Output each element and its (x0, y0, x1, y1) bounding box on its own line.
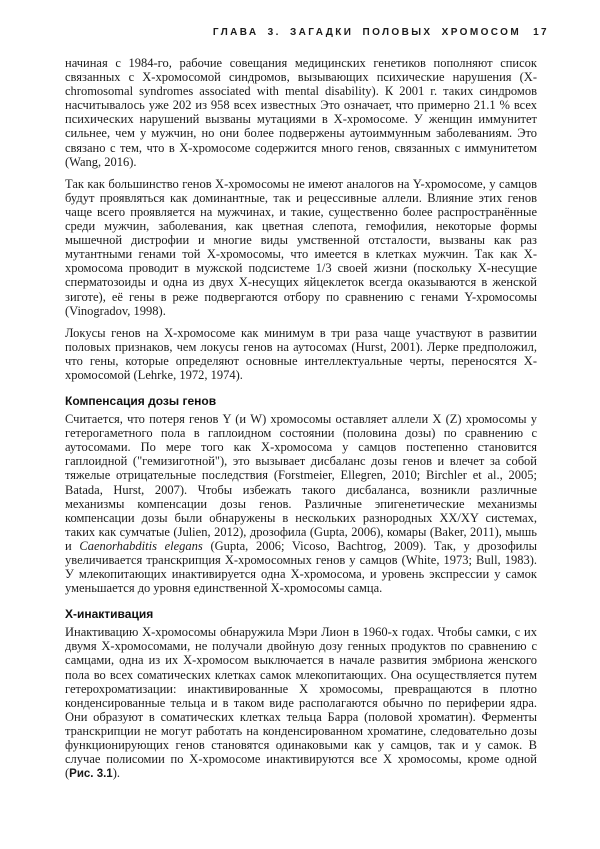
page-number: 17 (533, 27, 549, 38)
heading-dose-compensation: Компенсация дозы генов (65, 394, 217, 409)
figure-reference-bold: Рис. 3.1 (69, 768, 113, 781)
dose-compensation-text-2: (Gupta, 2006; Vicoso, Bachtrog, 2009). Так, у дрозофилы увеличивается транскрипция Х-хромосомных генов у самцов (White, 1973; Bull, 1983). У млекопитающих инактивируется одна Х-хромосома, и уровень экспрессии у самок уменьшается до уровня единственной Х-хромосомы самца. (65, 538, 537, 596)
x-inactivation-text-1: Инактивацию Х-хромосомы обнаружила Мэри Лион в 1960-х годах. Чтобы самки, с их двумя Х-хромосомами, не получали двойную дозу генных продуктов по сравнению с самцами, одна из их Х-хромосом выключается в начале развития эмбриона женского пола во всех соматических клетках самок млекопитающих. Она осуществляется путем гетерохроматизации: инактивированные Х хромосомы, превращаются в плотно конденсированные тельца и в таком виде располагаются обычно по периферии ядра. Они образуют в соматических клетках тельца Барра (половой хроматин). Ферменты транскрипции не могут работать на конденсированном хроматине, следовательно дозы функционирующих генов становятся одинаковыми как у самцов, так и у самок. В случае полисомии по Х-хромосоме инактивируются все Х хромосомы, кроме одной ( (65, 625, 537, 781)
paragraph-x-gene-effects: Так как большинство генов Х-хромосомы не имеют аналогов на Y-хромосоме, у самцов будут проявляться как доминантные, так и рецессивные аллели. Влияние этих генов чаще всего проявляется на мужчинах, и такие, существенно более распространённые среди мужчин, заболевания, как цветная слепота, гемофилия, некоторые формы мышечной дистрофии и многие виды умственной отсталости, вызваны как раз мутантными генами той Х-хромосомы, что имеется в клетках мужчин. Так как Х-хромосома проводит в мужской подсистеме 1/3 своей жизни (поскольку Х-несущие сперматозоиды и одна из двух Х-несущих яйцеклеток всегда оказываются в женской зиготе), её гены в реже подвергаются отбору по сравнению с генами Y-хромосомы (Vinogradov, 1998). (65, 176, 537, 318)
paragraph-dose-compensation (65, 412, 537, 595)
heading-x-inactivation: Х-инактивация (65, 607, 154, 622)
paragraph-intro-syndromes: начиная с 1984-го, рабочие совещания медицинских генетиков пополняют список связанных с Х-хромосомой синдромов, вызывающих психические нарушения (X-chromosomal syndromes associated with mental disability). К 2001 г. таких синдромов насчитывалось уже 202 из 958 всех известных Это означает, что примерно 21.1 % всех психических нарушений вызваны мутациями в Х-хромосоме. У женщин иммунитет сильнее, чем у мужчин, но они более подвержены аутоиммунным заболеваниям. Это связано с тем, что в Х-хромосоме содержится много генов, связанных с иммунитетом (Wang, 2016). (65, 56, 537, 169)
paragraph-x-inactivation (65, 625, 537, 781)
running-header (65, 27, 549, 38)
paragraph-gene-loci: Локусы генов на Х-хромосоме как минимум в три раза чаще участвуют в развитии половых признаков, чем локусы генов на аутосомах (Hurst, 2001). Лерке предположил, что гены, которые определяют основные интеллектуальные черты, переносятся Х-хромосомой (Lehrke, 1972, 1974). (65, 325, 537, 382)
chapter-title: ГЛАВА 3. ЗАГАДКИ ПОЛОВЫХ ХРОМОСОМ (212, 27, 522, 38)
species-name-italic: Caenorhabditis elegans (79, 538, 203, 553)
x-inactivation-text-2: ). (112, 766, 120, 781)
page-content (65, 56, 537, 789)
dose-compensation-text-1: Считается, что потеря генов Y (и W) хромосомы оставляет аллели X (Z) хромосомы у гетерогаметного пола в гаплоидном состоянии (половина дозы) по сравнению с аутосомами. По мере того как Х-хромосома у самцов постепенно становится гаплоидной ("гемизиготной"), это вызывает дисбаланс дозы генов и влечет за собой тяжелые отрицательные последствия (Forstmeier, Ellegren, 2010; Birchler et al., 2005; Batada, Hurst, 2007). Чтобы избежать такого дисбаланса, возникли различные механизмы компенсации дозы генов. Различные эпигенетические механизмы компенсации дозы были обнаружены в нескольких разнородных XX/XY системах, таких как сумчатые (Julien, 2012), дрозофила (Gupta, 2006), комары (Baker, 2011), мышь и (65, 412, 537, 553)
